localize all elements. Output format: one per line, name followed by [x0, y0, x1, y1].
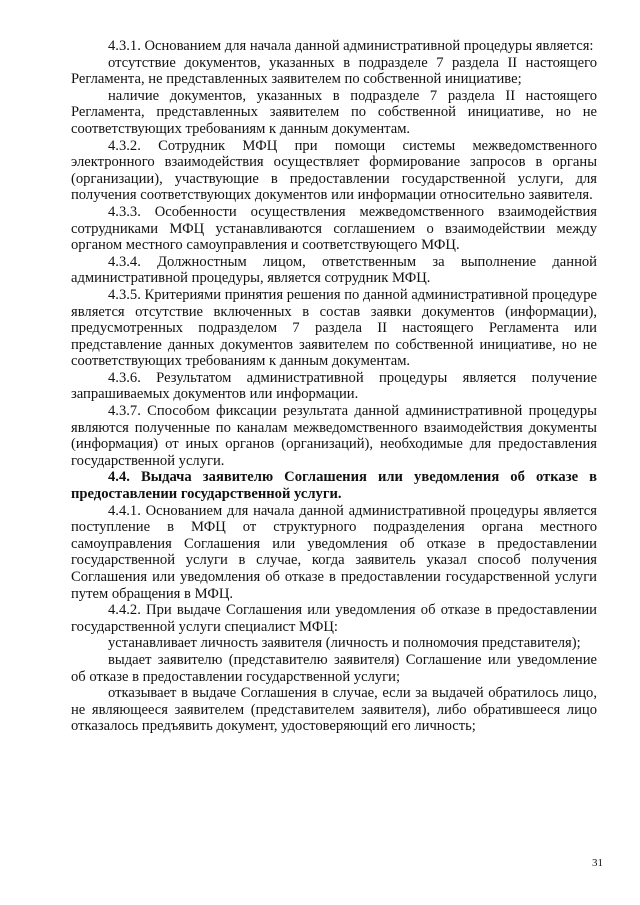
paragraph-identify: устанавливает личность заявителя (личность и полномочия представителя);: [108, 635, 581, 652]
paragraph-4-3-3: 4.3.3. Особенности осуществления межведомственного взаимодействия сотрудниками МФЦ устанавливаются соглашением о взаимодействии между органом местного самоуправления и соответствующего МФЦ.: [71, 203, 597, 254]
paragraph-4-3-4: 4.3.4. Должностным лицом, ответственным за выполнение данной административной процедуры, является сотрудник МФЦ.: [71, 253, 597, 287]
paragraph-4-3-6: 4.3.6. Результатом административной процедуры является получение запрашиваемых документов или информации.: [71, 369, 597, 403]
paragraph-refuse: отказывает в выдаче Соглашения в случае, если за выдачей обратилось лицо, не являющееся заявителем (представителем заявителя), либо обратившееся лицо отказалось предъявить документ, удостоверяющий его личность;: [71, 685, 597, 735]
section-heading-4-4: 4.4. Выдача заявителю Соглашения или уведомления об отказе в предоставлении государственной услуги.: [71, 469, 597, 503]
paragraph-4-3-7: 4.3.7. Способом фиксации результата данной административной процедуры являются полученные по каналам межведомственного взаимодействия документы (информация) от иных органов (организаций), необходимые для предоставления государственной услуги.: [71, 403, 597, 469]
paragraph-issue: выдает заявителю (представителю заявителя) Соглашение или уведомление об отказе в предоставлении государственной услуги;: [71, 651, 597, 685]
document-body: [71, 38, 597, 735]
paragraph-absence-docs: отсутствие документов, указанных в подразделе 7 раздела II настоящего Регламента, не представленных заявителем по собственной инициативе;: [71, 54, 597, 88]
paragraph-4-3-2: 4.3.2. Сотрудник МФЦ при помощи системы межведомственного электронного взаимодействия осуществляет формирование запросов в органы (организации), участвующие в предоставлении государственной услуги, для получения соответствующих документов или информации относительно заявителя.: [71, 137, 597, 204]
paragraph-4-4-2: 4.4.2. При выдаче Соглашения или уведомления об отказе в предоставлении государственной услуги специалист МФЦ:: [71, 602, 597, 635]
paragraph-4-4-1: 4.4.1. Основанием для начала данной административной процедуры является поступление в МФЦ от структурного подразделения органа местного самоуправления Соглашения или уведомления об отказе в предоставлении государственной услуги в случае, когда заявитель указал способ получения Соглашения или уведомления об отказе в предоставлении государственной услуги путем обращения в МФЦ.: [71, 502, 597, 602]
paragraph-4-3-5: 4.3.5. Критериями принятия решения по данной административной процедуре является отсутствие включенных в состав заявки документов (информации), предусмотренных подразделом 7 раздела II настоящего Регламента или представление данных документов заявителем по собственной инициативе, но не соответствующих требованиям к данным документам.: [71, 286, 597, 370]
paragraph-presence-docs: наличие документов, указанных в подразделе 7 раздела II настоящего Регламента, представленных заявителем по собственной инициативе, но не соответствующих требованиям к данным документам.: [71, 87, 597, 137]
paragraph-4-3-1: 4.3.1. Основанием для начала данной административной процедуры является:: [108, 38, 594, 54]
page-number: 31: [592, 857, 603, 869]
